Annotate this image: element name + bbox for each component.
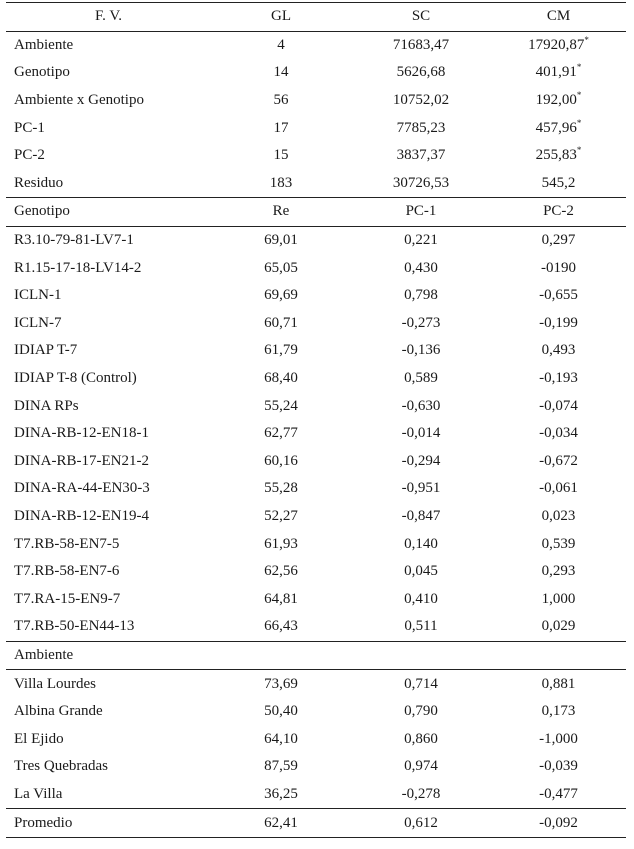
- header-genotipo: Genotipo: [6, 198, 211, 227]
- environment-re: 73,69: [264, 675, 298, 692]
- genotype-re: 60,16: [264, 452, 298, 469]
- genotype-name: DINA-RB-17-EN21-2: [14, 452, 149, 469]
- source-of-variation: PC-2: [14, 147, 45, 164]
- environment-pc1: 0,714: [404, 675, 438, 692]
- mean-square-value: 401,91: [535, 64, 577, 81]
- degrees-of-freedom: 14: [273, 64, 289, 81]
- genotype-pc2: -0,655: [539, 287, 578, 304]
- environment-pc1: 0,974: [404, 758, 438, 775]
- environment-name: El Ejido: [14, 730, 64, 747]
- environment-pc2: -0,477: [491, 781, 626, 809]
- sum-of-squares: 71683,47: [392, 36, 450, 53]
- header-pc1: PC-1: [351, 198, 491, 227]
- environment-row: [6, 781, 626, 809]
- environment-row: [6, 698, 626, 726]
- environment-pc1: 0,860: [404, 730, 438, 747]
- genotype-re: 66,43: [264, 618, 298, 635]
- genotype-row: [6, 420, 626, 448]
- genotype-re: 68,40: [264, 370, 298, 387]
- genotype-re: 60,71: [264, 314, 298, 331]
- genotype-row: [6, 613, 626, 641]
- anova-row: [6, 31, 626, 59]
- genotype-name: R1.15-17-18-LV14-2: [14, 259, 142, 276]
- source-of-variation: Ambiente: [14, 36, 74, 53]
- mean-re: 62,41: [211, 809, 351, 838]
- genotype-name: DINA RPs: [14, 397, 79, 414]
- genotype-row: [6, 558, 626, 586]
- significance-mark: *: [576, 145, 582, 156]
- significance-mark: *: [576, 62, 582, 73]
- genotype-pc1: 0,410: [404, 590, 438, 607]
- empty-cell: [351, 641, 491, 670]
- sum-of-squares: 5626,68: [396, 64, 446, 81]
- environment-name: Tres Quebradas: [14, 758, 109, 775]
- anova-row: [6, 87, 626, 115]
- genotype-pc2: 0,293: [541, 563, 576, 580]
- genotype-row: [6, 475, 626, 503]
- genotype-pc2: -0,034: [539, 425, 578, 442]
- header-gl: GL: [211, 3, 351, 32]
- mean-pc1: 0,612: [351, 809, 491, 838]
- anova-header-row: [6, 3, 626, 32]
- genotype-row: [6, 448, 626, 476]
- environment-row: [6, 753, 626, 781]
- mean-square-value: 545,2: [541, 174, 576, 191]
- mean-square: [491, 59, 626, 87]
- sum-of-squares: 3837,37: [396, 147, 446, 164]
- genotype-pc1: 0,511: [404, 618, 438, 635]
- degrees-of-freedom: 4: [277, 36, 285, 53]
- significance-mark: *: [576, 117, 582, 128]
- header-cm: CM: [491, 3, 626, 32]
- genotype-row: [6, 226, 626, 254]
- environment-pc2: 0,881: [541, 675, 576, 692]
- mean-square-value: 192,00: [535, 92, 577, 109]
- genotype-re: 55,28: [264, 480, 298, 497]
- anova-row: [6, 170, 626, 198]
- header-pc2: PC-2: [491, 198, 626, 227]
- genotype-re: 62,77: [264, 425, 298, 442]
- environment-pc1: -0,278: [351, 781, 491, 809]
- genotype-row: [6, 310, 626, 338]
- mean-label: Promedio: [6, 809, 211, 838]
- genotype-pc2: 0,493: [541, 342, 576, 359]
- genotype-re: 69,01: [264, 232, 298, 249]
- mean-square: [491, 31, 626, 59]
- degrees-of-freedom: 15: [273, 147, 289, 164]
- genotype-pc2: 1,000: [541, 590, 576, 607]
- genotype-row: [6, 392, 626, 420]
- source-of-variation: Ambiente x Genotipo: [14, 92, 144, 109]
- genotype-name: ICLN-7: [14, 314, 62, 331]
- sum-of-squares: 30726,53: [351, 170, 491, 198]
- anova-row: [6, 59, 626, 87]
- mean-pc2: -0,092: [491, 809, 626, 838]
- genotype-header-row: [6, 198, 626, 227]
- sum-of-squares: 7785,23: [396, 119, 446, 136]
- genotype-pc2: 0,029: [541, 618, 576, 635]
- genotype-name: IDIAP T-8 (Control): [14, 370, 137, 387]
- environment-pc2: -0,039: [539, 758, 578, 775]
- mean-square: [491, 142, 626, 170]
- genotype-pc1: -0,951: [401, 480, 441, 497]
- environment-name: La Villa: [6, 781, 211, 809]
- genotype-pc1: 0,798: [404, 287, 438, 304]
- genotype-re: 61,79: [264, 342, 298, 359]
- environment-re: 50,40: [264, 703, 298, 720]
- mean-square-value: 255,83: [535, 147, 577, 164]
- header-sc: SC: [351, 3, 491, 32]
- sum-of-squares: 10752,02: [392, 92, 450, 109]
- genotype-pc2: 0,297: [541, 232, 576, 249]
- genotype-pc2: -0,061: [539, 480, 578, 497]
- significance-mark: *: [584, 34, 589, 45]
- genotype-pc1: -0,630: [401, 397, 441, 414]
- environment-header-row: [6, 641, 626, 670]
- header-fv: F. V.: [6, 3, 211, 32]
- source-of-variation: PC-1: [14, 119, 45, 136]
- genotype-re: 52,27: [264, 507, 298, 524]
- genotype-name: DINA-RB-12-EN18-1: [14, 425, 149, 442]
- mean-square: [491, 114, 626, 142]
- degrees-of-freedom: 17: [273, 119, 289, 136]
- genotype-pc1: 0,221: [404, 232, 438, 249]
- genotype-pc1: -0,136: [401, 342, 441, 359]
- genotype-pc1: -0,847: [401, 507, 441, 524]
- genotype-pc1: 0,140: [404, 535, 438, 552]
- genotype-pc2: -0,672: [539, 452, 578, 469]
- genotype-row: [6, 254, 626, 282]
- genotype-pc2: -0,199: [539, 314, 578, 331]
- genotype-name: T7.RA-15-EN9-7: [14, 590, 121, 607]
- genotype-name: T7.RB-58-EN7-5: [14, 535, 120, 552]
- genotype-re: 65,05: [264, 259, 298, 276]
- mean-square-value: 457,96: [535, 119, 577, 136]
- degrees-of-freedom: 183: [211, 170, 351, 198]
- anova-row: [6, 114, 626, 142]
- genotype-row: [6, 530, 626, 558]
- mean-row: [6, 809, 626, 838]
- environment-pc2: 0,173: [541, 703, 576, 720]
- table-page: [6, 2, 626, 838]
- genotype-re: 61,93: [264, 535, 298, 552]
- genotype-pc2: -0190: [541, 259, 576, 276]
- genotype-name: ICLN-1: [14, 287, 62, 304]
- genotype-re: 55,24: [264, 397, 298, 414]
- genotype-pc1: -0,294: [401, 452, 441, 469]
- genotype-pc2: 0,539: [541, 535, 576, 552]
- genotype-row: [6, 282, 626, 310]
- header-re: Re: [211, 198, 351, 227]
- genotype-row: [6, 585, 626, 613]
- anova-row: [6, 142, 626, 170]
- environment-pc1: 0,790: [404, 703, 438, 720]
- genotype-name: DINA-RA-44-EN30-3: [14, 480, 150, 497]
- genotype-row: [6, 337, 626, 365]
- environment-name: Villa Lourdes: [14, 675, 96, 692]
- genotype-pc1: -0,273: [401, 314, 441, 331]
- empty-cell: [491, 641, 626, 670]
- genotype-name: T7.RB-58-EN7-6: [14, 563, 120, 580]
- genotype-pc1: 0,430: [404, 259, 438, 276]
- mean-square: [491, 170, 626, 198]
- source-of-variation: Genotipo: [14, 64, 70, 81]
- genotype-pc1: 0,045: [404, 563, 438, 580]
- genotype-pc2: -0,074: [539, 397, 578, 414]
- environment-row: [6, 670, 626, 698]
- genotype-pc1: 0,589: [404, 370, 438, 387]
- empty-cell: [211, 641, 351, 670]
- genotype-pc2: 0,023: [541, 507, 576, 524]
- significance-mark: *: [576, 90, 582, 101]
- genotype-name: DINA-RB-12-EN19-4: [14, 507, 149, 524]
- environment-row: [6, 725, 626, 753]
- genotype-pc1: -0,014: [401, 425, 441, 442]
- environment-re: 64,10: [264, 730, 298, 747]
- genotype-re: 69,69: [264, 287, 298, 304]
- ammi-table: [6, 2, 626, 838]
- degrees-of-freedom: 56: [273, 92, 289, 109]
- source-of-variation: Residuo: [6, 170, 211, 198]
- genotype-name: R3.10-79-81-LV7-1: [14, 232, 134, 249]
- environment-name: Albina Grande: [14, 703, 103, 720]
- mean-square-value: 17920,87: [528, 36, 585, 53]
- environment-re: 87,59: [264, 758, 298, 775]
- genotype-name: IDIAP T-7: [14, 342, 78, 359]
- environment-re: 36,25: [211, 781, 351, 809]
- environment-pc2: -1,000: [539, 730, 578, 747]
- genotype-row: [6, 365, 626, 393]
- genotype-re: 62,56: [264, 563, 298, 580]
- environment-section-label: Ambiente: [6, 641, 211, 670]
- genotype-re: 64,81: [264, 590, 298, 607]
- genotype-pc2: -0,193: [539, 370, 578, 387]
- mean-square: [491, 87, 626, 115]
- genotype-row: [6, 503, 626, 531]
- genotype-name: T7.RB-50-EN44-13: [14, 618, 135, 635]
